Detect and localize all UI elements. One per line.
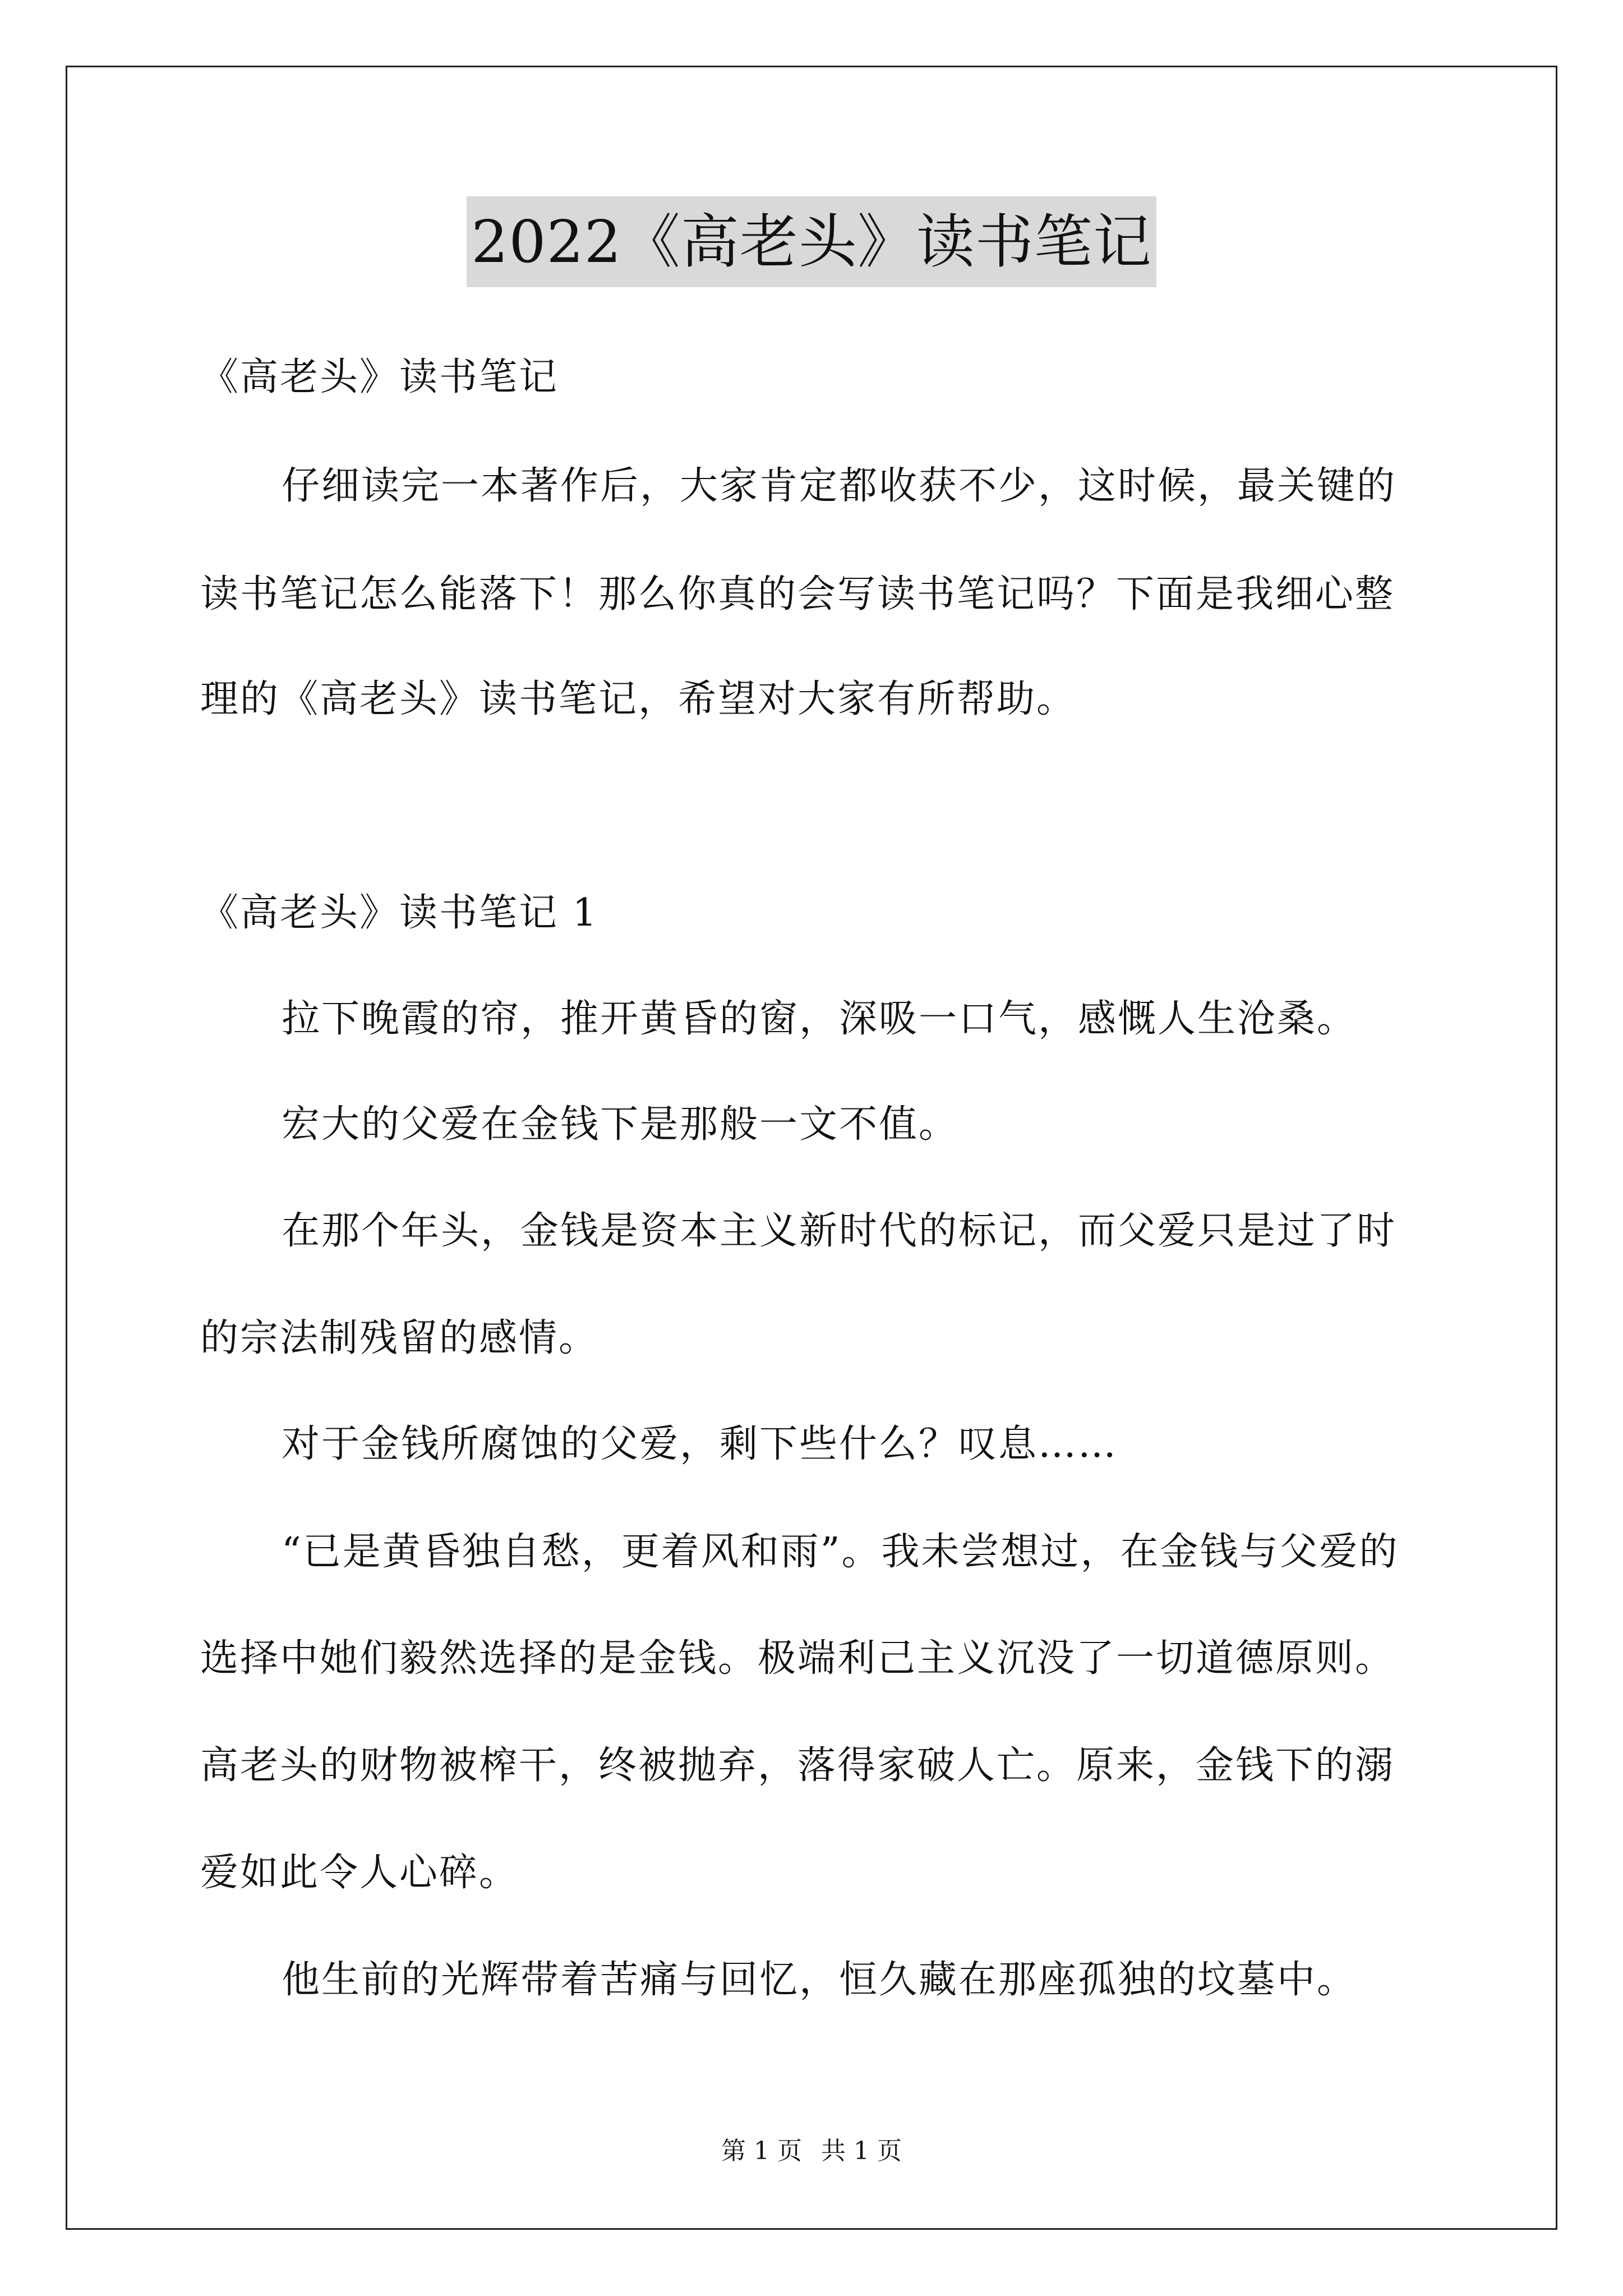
document-title: 2022《高老头》读书笔记: [467, 196, 1156, 287]
paragraph-4: 对于金钱所腐蚀的父爱，剩下些什么？叹息……: [282, 1422, 1118, 1466]
intro-line-1: 仔细读完一本著作后，大家肯定都收获不少，这时候，最关键的: [282, 464, 1397, 508]
intro-line-3: 理的《高老头》读书笔记，希望对大家有所帮助。: [200, 677, 1077, 721]
paragraph-2: 宏大的父爱在金钱下是那般一文不值。: [282, 1102, 959, 1147]
paragraph-5-line-2: 选择中她们毅然选择的是金钱。极端利己主义沉没了一切道德原则。: [200, 1636, 1395, 1681]
paragraph-5-line-3: 高老头的财物被榨干，终被抛弃，落得家破人亡。原来，金钱下的溺: [200, 1743, 1395, 1788]
paragraph-5-line-1: “已是黄昏独自愁，更着风和雨”。我未尝想过，在金钱与父爱的: [282, 1530, 1399, 1574]
paragraph-5-line-4: 爱如此令人心碎。: [200, 1851, 519, 1895]
page-footer: [0, 2134, 1623, 2168]
paragraph-3-line-2: 的宗法制残留的感情。: [200, 1316, 599, 1360]
section-heading: 《高老头》读书笔记 1: [200, 891, 598, 935]
paragraph-1: 拉下晚霞的帘，推开黄昏的窗，深吸一口气，感慨人生沧桑。: [282, 997, 1357, 1041]
paragraph-3-line-1: 在那个年头，金钱是资本主义新时代的标记，而父爱只是过了时: [282, 1209, 1397, 1253]
paragraph-6: 他生前的光辉带着苦痛与回忆，恒久藏在那座孤独的坟墓中。: [282, 1958, 1357, 2002]
page-number: 第 1 页: [721, 2137, 802, 2165]
subtitle: 《高老头》读书笔记: [200, 355, 559, 399]
intro-line-2: 读书笔记怎么能落下！那么你真的会写读书笔记吗？下面是我细心整: [200, 572, 1395, 616]
page-total: 共 1 页: [821, 2137, 902, 2165]
title-container: [0, 196, 1623, 287]
